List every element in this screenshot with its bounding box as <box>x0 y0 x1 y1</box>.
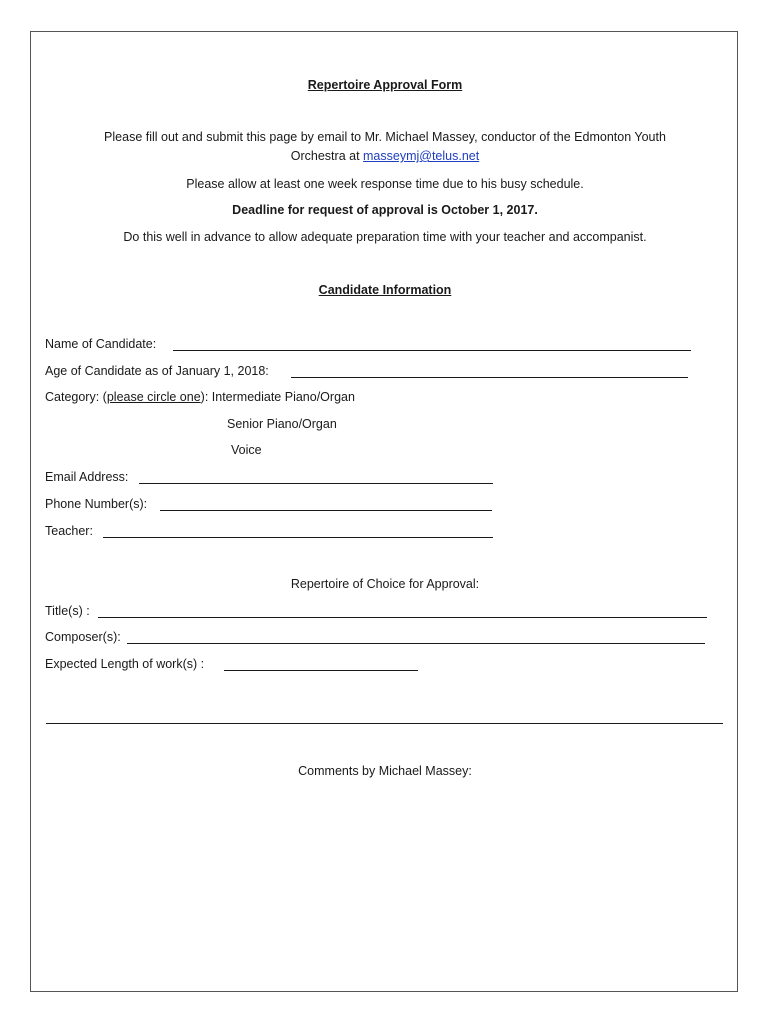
email-label: Email Address: <box>45 470 129 484</box>
intro-line-2 <box>31 148 739 164</box>
intro-line-1: Please fill out and submit this page by email to Mr. Michael Massey, conductor of the Edmonton Youth <box>104 130 666 144</box>
teacher-field[interactable] <box>103 537 493 538</box>
deadline-note: Deadline for request of approval is October 1, 2017. <box>232 203 538 217</box>
titles-label: Title(s) : <box>45 604 90 618</box>
intro-line-2-prefix: Orchestra at <box>290 149 364 163</box>
phone-field[interactable] <box>160 510 492 511</box>
category-hint: please circle one <box>106 390 201 404</box>
category-paren-open: ( <box>102 390 107 404</box>
category-option-voice[interactable]: Voice <box>231 443 262 457</box>
teacher-label: Teacher: <box>45 524 93 538</box>
allow-time-note: Please allow at least one week response time due to his busy schedule. <box>186 177 584 191</box>
name-field[interactable] <box>173 350 691 351</box>
comments-heading: Comments by Michael Massey: <box>298 764 472 778</box>
category-paren-close: ): <box>200 390 209 404</box>
age-label: Age of Candidate as of January 1, 2018: <box>45 364 269 378</box>
phone-label: Phone Number(s): <box>45 497 148 511</box>
category-option-senior[interactable]: Senior Piano/Organ <box>227 417 337 431</box>
repertoire-heading: Repertoire of Choice for Approval: <box>290 577 480 591</box>
candidate-heading: Candidate Information <box>318 283 452 297</box>
section-divider <box>46 723 723 724</box>
titles-field[interactable] <box>98 617 707 618</box>
email-field[interactable] <box>139 483 493 484</box>
age-field[interactable] <box>291 377 688 378</box>
advance-note: Do this well in advance to allow adequate preparation time with your teacher and accompanist. <box>123 230 647 244</box>
name-label: Name of Candidate: <box>45 337 157 351</box>
composers-field[interactable] <box>127 643 705 644</box>
form-title: Repertoire Approval Form <box>307 78 463 92</box>
length-field[interactable] <box>224 670 418 671</box>
composers-label: Composer(s): <box>45 630 121 644</box>
category-option-intermediate[interactable]: Intermediate Piano/Organ <box>211 390 355 404</box>
category-row <box>45 389 355 405</box>
category-label: Category: <box>45 390 103 404</box>
form-page <box>30 31 738 992</box>
length-label: Expected Length of work(s) : <box>45 657 205 671</box>
email-link[interactable]: masseymj@telus.net <box>363 149 480 163</box>
